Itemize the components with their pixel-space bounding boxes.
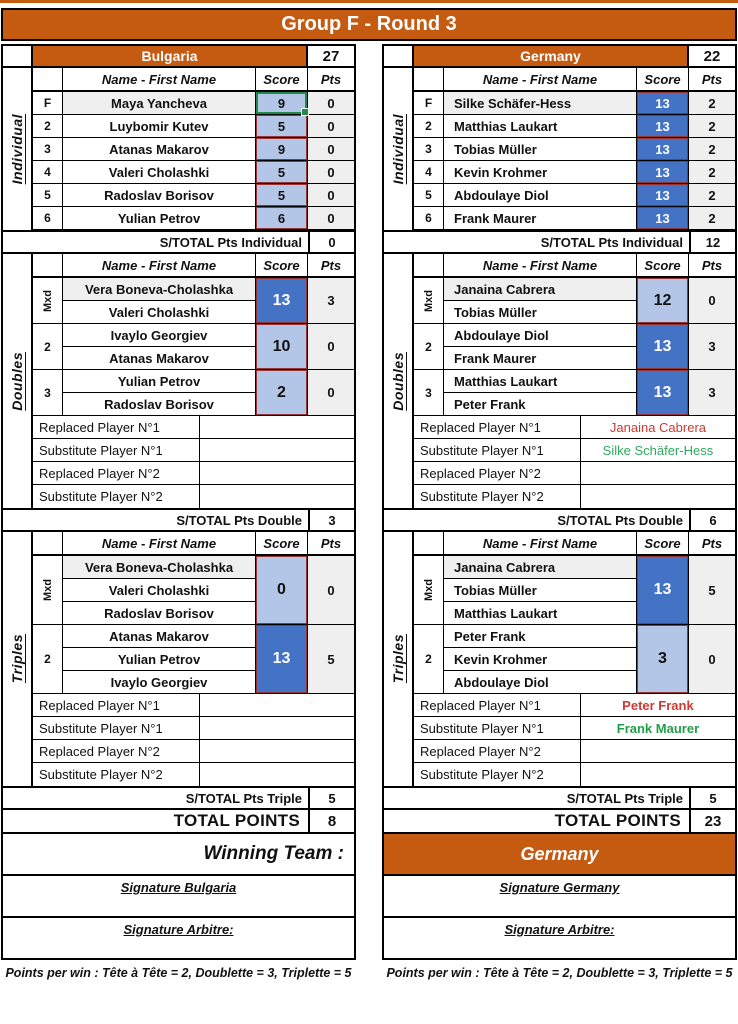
player-number-cell: 5 xyxy=(414,184,444,206)
pts-cell[interactable]: 0 xyxy=(308,92,354,114)
column-header-pts: Pts xyxy=(320,71,342,87)
column-header-num xyxy=(33,532,63,554)
group-pts-cell[interactable]: 0 xyxy=(689,625,735,693)
substitute-player-1-label: Substitute Player N°1 xyxy=(414,439,581,461)
total-points-value[interactable]: 8 xyxy=(308,810,354,832)
section-label-doubles: Doubles xyxy=(3,254,33,508)
replaced-player-1-value[interactable]: Janaina Cabrera xyxy=(609,419,707,435)
substitute-player-2-label: Substitute Player N°2 xyxy=(33,485,200,508)
winning-team-label: Winning Team : xyxy=(203,843,344,864)
pts-cell[interactable]: 2 xyxy=(689,161,735,183)
substitute-player-2-value[interactable] xyxy=(581,485,735,508)
replaced-player-1-value[interactable] xyxy=(200,416,354,438)
column-header-score: Score xyxy=(256,68,308,90)
pts-cell[interactable]: 0 xyxy=(308,138,354,160)
substitute-player-2-row xyxy=(414,763,735,786)
subtotal-individual-row xyxy=(3,230,354,252)
substitute-player-2-label: Substitute Player N°2 xyxy=(414,485,581,508)
substitute-player-2-label: Substitute Player N°2 xyxy=(414,763,581,786)
substitute-player-1-label: Substitute Player N°1 xyxy=(33,717,200,739)
doubles-group-row xyxy=(414,370,735,416)
subtotal-double-value[interactable]: 6 xyxy=(689,510,735,530)
column-header-pts: Pts xyxy=(320,257,342,273)
subtotal-triple-label: S/TOTAL Pts Triple xyxy=(566,790,683,806)
player-row xyxy=(33,115,354,138)
doubles-group-row xyxy=(414,278,735,324)
score-cell[interactable]: 13 xyxy=(637,207,688,229)
player-name-cell[interactable]: Radoslav Borisov xyxy=(63,184,256,206)
column-header-score: Score xyxy=(256,532,308,554)
subtotal-double-row xyxy=(3,508,354,530)
team-header-row xyxy=(3,46,354,68)
section-label-individual: Individual xyxy=(3,68,33,230)
triples-group-row xyxy=(33,625,354,694)
replaced-player-2-row xyxy=(414,462,735,485)
group-player-name-cell[interactable]: Peter Frank xyxy=(444,625,636,648)
score-cell[interactable]: 6 xyxy=(256,207,307,229)
subtotal-double-label: S/TOTAL Pts Double xyxy=(557,512,683,528)
footer-note: Points per win : Tête à Tête = 2, Doublette = 3, Triplette = 5 xyxy=(386,966,733,980)
group-player-name-cell[interactable]: Yulian Petrov xyxy=(63,370,255,393)
substitute-player-2-row xyxy=(33,485,354,508)
total-points-value[interactable]: 23 xyxy=(689,810,735,832)
winning-team-banner: Germany xyxy=(384,834,735,874)
subtotal-double-value[interactable]: 3 xyxy=(308,510,354,530)
scoresheet-germany xyxy=(382,44,737,980)
replaced-player-1-value[interactable]: Peter Frank xyxy=(622,697,694,713)
group-number-cell: 2 xyxy=(414,324,444,369)
group-player-name-cell[interactable]: Vera Boneva-Cholashka xyxy=(63,556,255,579)
triples-group-row xyxy=(414,625,735,694)
replaced-player-1-row xyxy=(414,694,735,717)
section-label-triples: Triples xyxy=(3,532,33,786)
subtotal-individual-value[interactable]: 0 xyxy=(308,232,354,252)
score-cell[interactable]: 13 xyxy=(637,138,688,160)
player-number-cell: 5 xyxy=(33,184,63,206)
group-player-name-cell[interactable]: Matthias Laukart xyxy=(454,605,558,621)
signature-referee-box[interactable] xyxy=(3,918,354,958)
pts-cell[interactable]: 0 xyxy=(308,207,354,229)
replaced-player-2-row xyxy=(414,740,735,763)
score-cell[interactable]: 13 xyxy=(637,161,688,183)
player-name-cell[interactable]: Frank Maurer xyxy=(444,207,637,229)
group-number-cell: Mxd xyxy=(33,278,63,323)
player-number-cell: 6 xyxy=(414,207,444,229)
player-row xyxy=(414,138,735,161)
subtotal-individual-label: S/TOTAL Pts Individual xyxy=(159,234,302,250)
section-label-triples: Triples xyxy=(384,532,414,786)
doubles-group-row xyxy=(33,324,354,370)
player-number-cell: 3 xyxy=(33,138,63,160)
winning-team-row xyxy=(384,834,735,876)
group-score-cell[interactable]: 13 xyxy=(637,324,688,369)
column-header-num xyxy=(33,254,63,276)
section-individual xyxy=(3,68,354,254)
team-name-header: Germany xyxy=(414,46,689,66)
group-pts-cell[interactable]: 3 xyxy=(308,278,354,323)
column-header-name: Name - First Name xyxy=(444,254,637,276)
score-cell[interactable]: 13 xyxy=(637,115,688,137)
group-score-cell[interactable]: 13 xyxy=(637,556,688,624)
substitute-player-1-label: Substitute Player N°1 xyxy=(33,439,200,461)
substitute-player-2-row xyxy=(33,763,354,786)
replaced-player-1-row xyxy=(414,416,735,439)
replaced-player-1-label: Replaced Player N°1 xyxy=(414,416,581,438)
group-player-name-cell[interactable]: Atanas Makarov xyxy=(63,625,255,648)
group-number-cell: Mxd xyxy=(33,556,63,624)
group-number-cell: 3 xyxy=(33,370,63,415)
group-pts-cell[interactable]: 5 xyxy=(689,556,735,624)
column-header-pts: Pts xyxy=(320,535,342,551)
triples-group-row xyxy=(33,556,354,625)
substitute-player-1-value[interactable]: Frank Maurer xyxy=(616,720,700,736)
column-header-row xyxy=(33,254,354,278)
player-row xyxy=(414,207,735,230)
column-header-num xyxy=(414,254,444,276)
pts-cell[interactable]: 2 xyxy=(689,92,735,114)
total-points-row xyxy=(384,810,735,834)
player-row xyxy=(33,138,354,161)
substitute-player-1-label: Substitute Player N°1 xyxy=(414,717,581,739)
group-player-name-cell[interactable]: Yulian Petrov xyxy=(63,648,255,671)
player-row xyxy=(414,92,735,115)
column-header-pts: Pts xyxy=(701,535,723,551)
substitute-player-2-row xyxy=(414,485,735,508)
subtotal-triple-row xyxy=(3,786,354,808)
substitute-player-2-label: Substitute Player N°2 xyxy=(33,763,200,786)
doubles-group-row xyxy=(33,278,354,324)
column-header-name: Name - First Name xyxy=(63,532,256,554)
signature-team-box[interactable] xyxy=(3,876,354,918)
replaced-player-1-row xyxy=(33,694,354,717)
group-pts-cell[interactable]: 3 xyxy=(689,370,735,415)
group-pts-cell[interactable]: 0 xyxy=(308,556,354,624)
group-player-name-cell[interactable]: Peter Frank xyxy=(454,396,526,412)
subtotal-triple-value[interactable]: 5 xyxy=(689,788,735,808)
subtotal-individual-value[interactable]: 12 xyxy=(689,232,735,252)
pts-cell[interactable]: 2 xyxy=(689,115,735,137)
replaced-player-2-label: Replaced Player N°2 xyxy=(414,462,581,484)
total-points-label: TOTAL POINTS xyxy=(554,811,681,830)
group-player-name-cell[interactable]: Tobias Müller xyxy=(444,579,636,602)
team-header-spacer xyxy=(384,46,414,66)
subtotal-triple-label: S/TOTAL Pts Triple xyxy=(185,790,302,806)
pts-cell[interactable]: 2 xyxy=(689,184,735,206)
column-header-num xyxy=(33,68,63,90)
substitute-player-1-value[interactable] xyxy=(200,439,354,461)
group-player-name-cell[interactable]: Ivaylo Georgiev xyxy=(63,324,255,347)
group-pts-cell[interactable]: 5 xyxy=(308,625,354,693)
pts-cell[interactable]: 0 xyxy=(308,115,354,137)
section-triples xyxy=(384,532,735,810)
group-score-cell[interactable]: 10 xyxy=(256,324,307,369)
team-name-header: Bulgaria xyxy=(33,46,308,66)
player-name-cell[interactable]: Atanas Makarov xyxy=(63,138,256,160)
replaced-player-1-label: Replaced Player N°1 xyxy=(33,694,200,716)
player-number-cell: F xyxy=(414,92,444,114)
signature-team-box[interactable] xyxy=(384,876,735,918)
section-doubles xyxy=(384,254,735,532)
group-number-cell: 2 xyxy=(33,625,63,693)
pts-cell[interactable]: 0 xyxy=(308,184,354,206)
replaced-player-1-value[interactable] xyxy=(200,694,354,716)
group-score-cell[interactable]: 0 xyxy=(256,556,307,624)
replaced-player-2-row xyxy=(33,740,354,763)
replaced-player-1-label: Replaced Player N°1 xyxy=(33,416,200,438)
group-pts-cell[interactable]: 3 xyxy=(689,324,735,369)
column-header-name: Name - First Name xyxy=(444,68,637,90)
group-score-cell[interactable]: 2 xyxy=(256,370,307,415)
group-number-cell: Mxd xyxy=(414,556,444,624)
player-name-cell[interactable]: Tobias Müller xyxy=(444,138,637,160)
column-header-row xyxy=(414,532,735,556)
group-player-name-cell[interactable]: Radoslav Borisov xyxy=(104,396,214,412)
team-match-score[interactable]: 22 xyxy=(703,47,721,65)
substitute-player-2-value[interactable] xyxy=(581,763,735,786)
group-score-cell[interactable]: 13 xyxy=(256,625,307,693)
subtotal-double-label: S/TOTAL Pts Double xyxy=(176,512,302,528)
group-number-cell: Mxd xyxy=(414,278,444,323)
replaced-player-2-label: Replaced Player N°2 xyxy=(33,740,200,762)
column-header-row xyxy=(414,68,735,92)
player-name-cell[interactable]: Silke Schäfer-Hess xyxy=(444,92,637,114)
player-row xyxy=(33,161,354,184)
player-number-cell: 6 xyxy=(33,207,63,229)
score-cell[interactable]: 5 xyxy=(256,161,307,183)
signature-referee-label: Signature Arbitre: xyxy=(504,922,615,937)
player-number-cell: 4 xyxy=(414,161,444,183)
group-score-cell[interactable]: 13 xyxy=(637,370,688,415)
player-row xyxy=(414,184,735,207)
section-individual xyxy=(384,68,735,254)
replaced-player-1-row xyxy=(33,416,354,439)
pts-cell[interactable]: 2 xyxy=(689,138,735,160)
group-number-cell: 3 xyxy=(414,370,444,415)
group-player-name-cell[interactable]: Radoslav Borisov xyxy=(104,605,214,621)
substitute-player-1-value[interactable]: Silke Schäfer-Hess xyxy=(602,442,714,458)
group-player-name-cell[interactable]: Janaina Cabrera xyxy=(444,278,636,301)
group-number-cell: 2 xyxy=(414,625,444,693)
replaced-player-2-row xyxy=(33,462,354,485)
section-label-doubles: Doubles xyxy=(384,254,414,508)
group-player-name-cell[interactable]: Kevin Krohmer xyxy=(444,648,636,671)
signature-team-label: Signature Bulgaria xyxy=(120,880,237,895)
column-header-row xyxy=(33,532,354,556)
group-player-name-cell[interactable]: Valeri Cholashki xyxy=(108,304,210,320)
column-header-name: Name - First Name xyxy=(63,68,256,90)
column-header-row xyxy=(414,254,735,278)
column-header-name: Name - First Name xyxy=(444,532,637,554)
triples-group-row xyxy=(414,556,735,625)
group-score-cell[interactable]: 13 xyxy=(256,278,307,323)
column-header-score: Score xyxy=(256,254,308,276)
player-name-cell[interactable]: Abdoulaye Diol xyxy=(444,184,637,206)
replaced-player-1-label: Replaced Player N°1 xyxy=(414,694,581,716)
group-player-name-cell[interactable]: Vera Boneva-Cholashka xyxy=(63,278,255,301)
replaced-player-2-value[interactable] xyxy=(581,740,735,762)
page-top-strip xyxy=(0,0,738,3)
total-points-label: TOTAL POINTS xyxy=(173,811,300,830)
group-player-name-cell[interactable]: Ivaylo Georgiev xyxy=(110,674,208,690)
group-player-name-cell[interactable]: Abdoulaye Diol xyxy=(444,324,636,347)
group-pts-cell[interactable]: 0 xyxy=(308,370,354,415)
score-cell[interactable]: 13 xyxy=(637,92,688,114)
player-row xyxy=(33,92,354,115)
winning-team-row xyxy=(3,834,354,876)
player-number-cell: 2 xyxy=(33,115,63,137)
group-number-cell: 2 xyxy=(33,324,63,369)
player-row xyxy=(33,184,354,207)
subtotal-triple-row xyxy=(384,786,735,808)
total-points-row xyxy=(3,810,354,834)
signature-referee-label: Signature Arbitre: xyxy=(123,922,234,937)
section-label-individual: Individual xyxy=(384,68,414,230)
pts-cell[interactable]: 2 xyxy=(689,207,735,229)
column-header-num xyxy=(414,68,444,90)
replaced-player-2-label: Replaced Player N°2 xyxy=(414,740,581,762)
team-header-spacer xyxy=(3,46,33,66)
substitute-player-1-row xyxy=(33,717,354,740)
pts-cell[interactable]: 0 xyxy=(308,161,354,183)
score-cell[interactable]: 5 xyxy=(256,184,307,206)
subtotal-individual-label: S/TOTAL Pts Individual xyxy=(540,234,683,250)
player-name-cell[interactable]: Valeri Cholashki xyxy=(63,161,256,183)
group-player-name-cell[interactable]: Abdoulaye Diol xyxy=(454,674,549,690)
player-row xyxy=(414,115,735,138)
score-cell[interactable]: 5 xyxy=(256,115,307,137)
replaced-player-2-value[interactable] xyxy=(200,740,354,762)
group-player-name-cell[interactable]: Frank Maurer xyxy=(454,350,537,366)
footer-note: Points per win : Tête à Tête = 2, Doublette = 3, Triplette = 5 xyxy=(5,966,352,980)
substitute-player-1-value[interactable] xyxy=(200,717,354,739)
subtotal-individual-row xyxy=(384,230,735,252)
subtotal-double-row xyxy=(384,508,735,530)
player-name-cell[interactable]: Matthias Laukart xyxy=(444,115,637,137)
column-header-name: Name - First Name xyxy=(63,254,256,276)
replaced-player-2-value[interactable] xyxy=(200,462,354,484)
player-row xyxy=(414,161,735,184)
group-player-name-cell[interactable]: Valeri Cholashki xyxy=(63,579,255,602)
group-pts-cell[interactable]: 0 xyxy=(308,324,354,369)
player-number-cell: F xyxy=(33,92,63,114)
column-header-score: Score xyxy=(637,68,689,90)
page-title: Group F - Round 3 xyxy=(1,8,737,41)
player-name-cell[interactable]: Maya Yancheva xyxy=(63,92,256,114)
section-triples xyxy=(3,532,354,810)
score-cell[interactable]: 9 xyxy=(256,138,307,160)
substitute-player-1-row xyxy=(414,439,735,462)
player-row xyxy=(33,207,354,230)
team-match-score[interactable]: 27 xyxy=(322,47,340,65)
doubles-group-row xyxy=(414,324,735,370)
player-name-cell[interactable]: Yulian Petrov xyxy=(63,207,256,229)
section-doubles xyxy=(3,254,354,532)
team-header-row xyxy=(384,46,735,68)
group-player-name-cell[interactable]: Matthias Laukart xyxy=(444,370,636,393)
player-number-cell: 2 xyxy=(414,115,444,137)
substitute-player-2-value[interactable] xyxy=(200,485,354,508)
active-cell-selection[interactable]: 9 xyxy=(256,92,307,114)
group-player-name-cell[interactable]: Tobias Müller xyxy=(454,304,537,320)
group-score-cell[interactable]: 3 xyxy=(637,625,688,693)
replaced-player-2-label: Replaced Player N°2 xyxy=(33,462,200,484)
column-header-row xyxy=(33,68,354,92)
group-score-cell[interactable]: 12 xyxy=(637,278,688,323)
column-header-pts: Pts xyxy=(701,71,723,87)
column-header-score: Score xyxy=(637,532,689,554)
column-header-score: Score xyxy=(637,254,689,276)
column-header-pts: Pts xyxy=(701,257,723,273)
doubles-group-row xyxy=(33,370,354,416)
scoresheet-bulgaria xyxy=(1,44,356,980)
replaced-player-2-value[interactable] xyxy=(581,462,735,484)
substitute-player-1-row xyxy=(33,439,354,462)
player-name-cell[interactable]: Luybomir Kutev xyxy=(63,115,256,137)
column-header-num xyxy=(414,532,444,554)
player-number-cell: 4 xyxy=(33,161,63,183)
signature-referee-box[interactable] xyxy=(384,918,735,958)
subtotal-triple-value[interactable]: 5 xyxy=(308,788,354,808)
score-cell[interactable]: 13 xyxy=(637,184,688,206)
player-number-cell: 3 xyxy=(414,138,444,160)
substitute-player-1-row xyxy=(414,717,735,740)
group-pts-cell[interactable]: 0 xyxy=(689,278,735,323)
substitute-player-2-value[interactable] xyxy=(200,763,354,786)
signature-team-label: Signature Germany xyxy=(499,880,620,895)
group-player-name-cell[interactable]: Janaina Cabrera xyxy=(444,556,636,579)
group-player-name-cell[interactable]: Atanas Makarov xyxy=(109,350,209,366)
player-name-cell[interactable]: Kevin Krohmer xyxy=(444,161,637,183)
